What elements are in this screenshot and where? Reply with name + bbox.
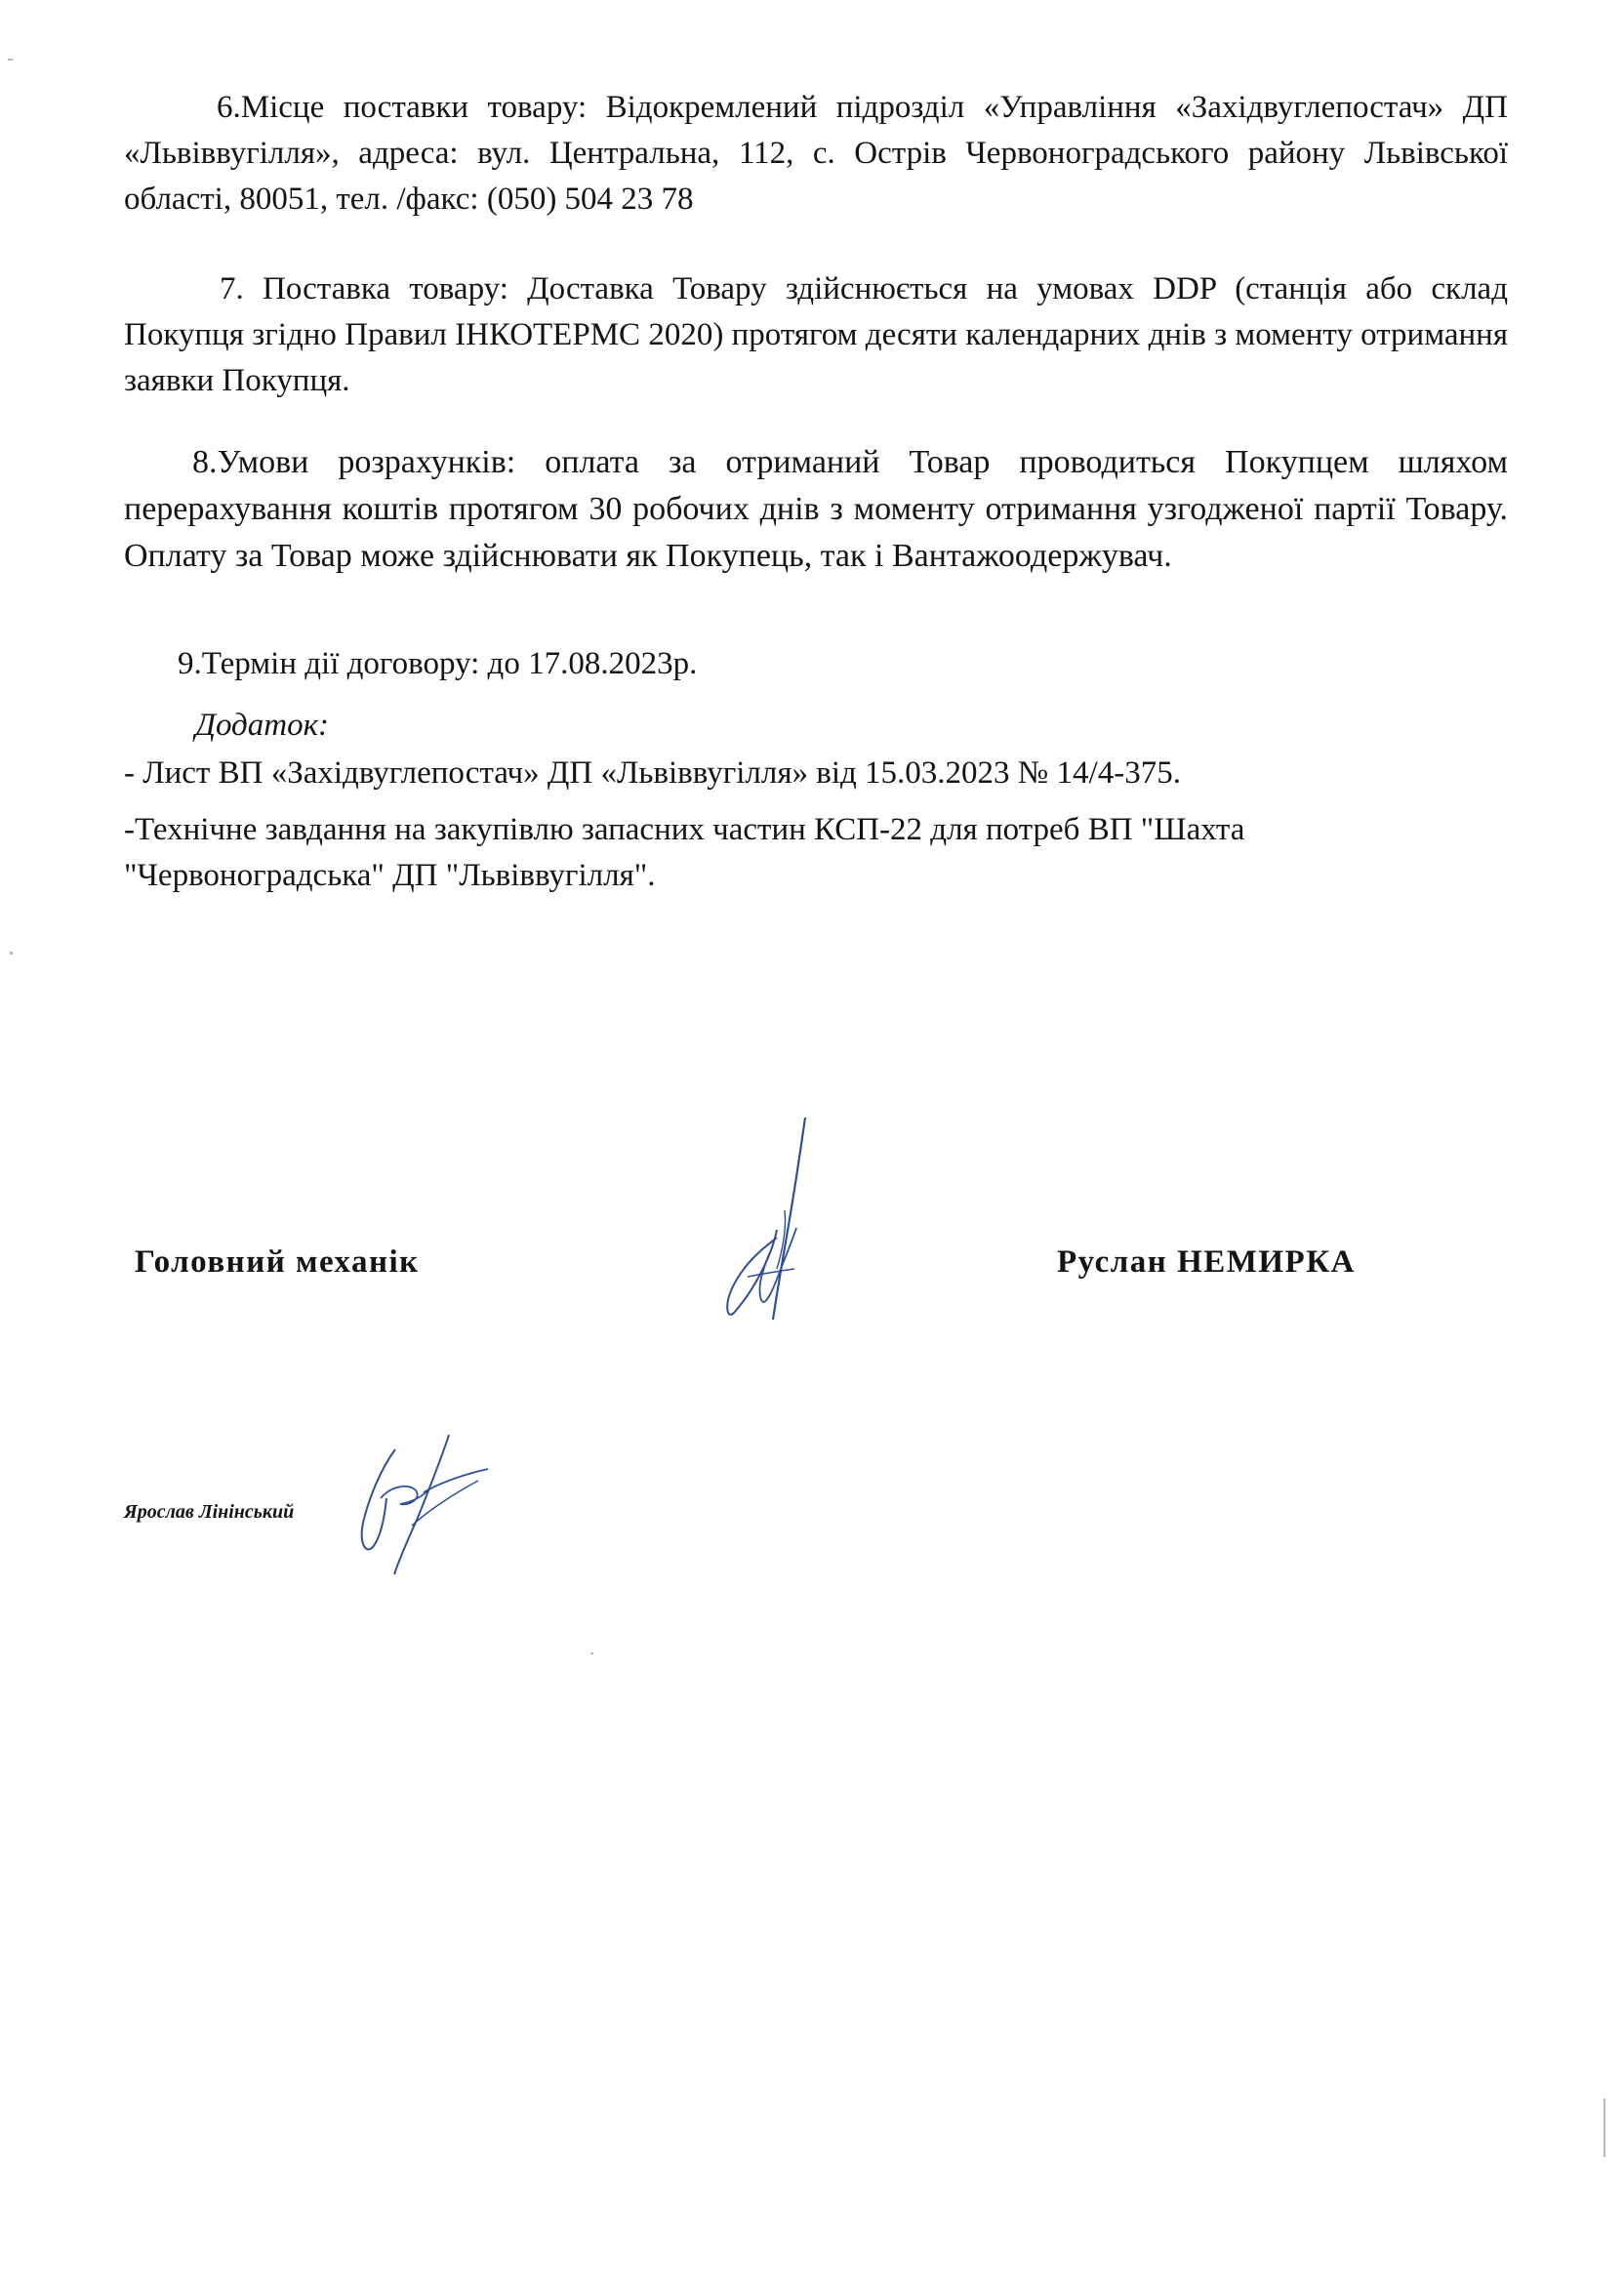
scan-mark (590, 1652, 593, 1654)
scan-mark (1604, 2099, 1605, 2157)
signatory-role: Головний механік (135, 1244, 420, 1280)
paragraph-contract-term: 9.Термін дії договору: до 17.08.2023р. (178, 646, 698, 681)
paragraph-payment-terms: 8.Умови розрахунків: оплата за отриманий Товар проводиться Покупцем шляхом перерахування коштів протягом 30 робочих днів з моменту отримання узгодженої партії Товару. Оплату за Товар може здійснювати як Покупець, так і Вантажоодержувач. (124, 444, 1508, 574)
attachment-item-letter: - Лист ВП «Західвуглепостач» ДП «Львіввугілля» від 15.03.2023 № 14/4-375. (124, 755, 1181, 791)
signature-chief-mechanic (712, 1113, 839, 1327)
attachment-item-technical-task: -Технічне завдання на закупівлю запасних частин КСП-22 для потреб ВП "Шахта "Червоноградська" ДП "Львіввугілля". (124, 812, 1245, 893)
scan-mark (10, 952, 13, 955)
paragraph-delivery-place: 6.Місце поставки товару: Відокремлений підрозділ «Управління «Західвуглепостач» ДП «Львіввугілля», адреса: вул. Центральна, 112, с. Острів Червоноградського району Львівської області, 80051, тел. /факс: (050) 504 23 78 (124, 90, 1508, 217)
prepared-by-name: Ярослав Лінінський (124, 1501, 295, 1523)
scan-mark (8, 59, 13, 61)
attachments-title: Додаток: (195, 708, 330, 743)
signature-prepared-by (351, 1430, 498, 1576)
paragraph-delivery-terms: 7. Поставка товару: Доставка Товару здійснюється на умовах DDP (станція або склад Покупця згідно Правил ІНКОТЕРМС 2020) протягом десяти календарних днів з моменту отримання заявки Покупця. (124, 271, 1508, 398)
signatory-name: Руслан НЕМИРКА (1057, 1244, 1356, 1280)
